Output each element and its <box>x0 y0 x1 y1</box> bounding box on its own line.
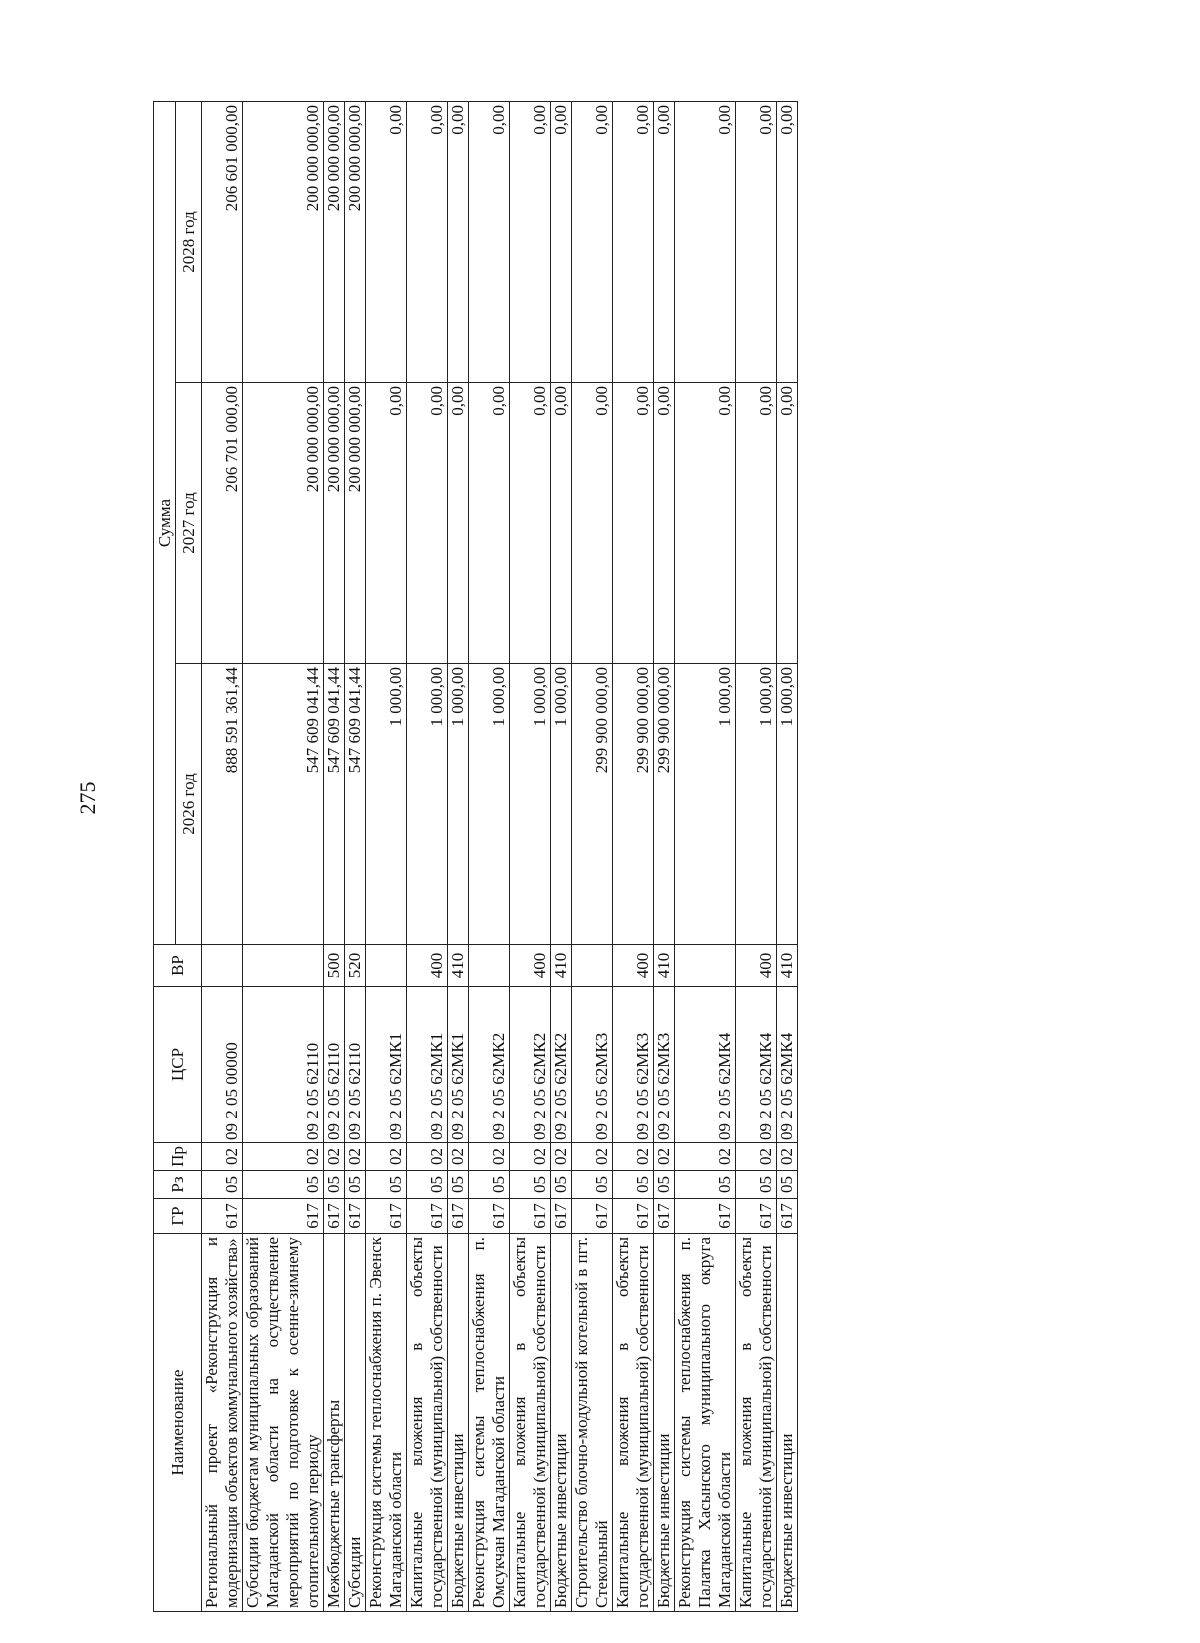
row-amount-2027: 0,00 <box>777 383 798 664</box>
row-gr: 617 <box>777 1199 798 1234</box>
row-name: Капитальные вложения в объекты государственной (муниципальной) собственности <box>736 1234 777 1612</box>
row-csr: 09 2 05 62110 <box>345 987 366 1143</box>
table-row <box>448 101 469 1611</box>
row-csr: 09 2 05 62МК1 <box>407 987 448 1143</box>
row-csr: 09 2 05 00000 <box>202 987 243 1143</box>
row-rz: 05 <box>654 1171 675 1199</box>
row-gr: 617 <box>243 1199 324 1234</box>
row-name: Строительство блочно-модульной котельной в пгт. Стекольный <box>572 1234 613 1612</box>
header-vr: ВР <box>154 945 202 987</box>
row-amount-2026: 547 609 041,44 <box>324 664 345 945</box>
row-vr <box>366 945 407 987</box>
row-name: Капитальные вложения в объекты государственной (муниципальной) собственности <box>613 1234 654 1612</box>
row-amount-2028: 0,00 <box>366 101 407 382</box>
row-pr: 02 <box>366 1143 407 1171</box>
row-csr: 09 2 05 62МК1 <box>448 987 469 1143</box>
header-gr: ГР <box>154 1199 202 1234</box>
row-vr: 410 <box>654 945 675 987</box>
table-row <box>551 101 572 1611</box>
row-amount-2028: 0,00 <box>407 101 448 382</box>
row-amount-2028: 0,00 <box>613 101 654 382</box>
row-name: Реконструкция системы теплоснабжения п. Палатка Хасынского муниципального округа Магаданской области <box>675 1234 736 1612</box>
table-row <box>736 101 777 1611</box>
row-name: Субсидии <box>345 1234 366 1612</box>
row-rz: 05 <box>572 1171 613 1199</box>
row-amount-2027: 200 000 000,00 <box>345 383 366 664</box>
row-name: Бюджетные инвестиции <box>448 1234 469 1612</box>
row-vr: 520 <box>345 945 366 987</box>
row-rz: 05 <box>551 1171 572 1199</box>
row-rz: 05 <box>407 1171 448 1199</box>
row-amount-2026: 299 900 000,00 <box>613 664 654 945</box>
table-row <box>345 101 366 1611</box>
row-amount-2028: 200 000 000,00 <box>324 101 345 382</box>
row-csr: 09 2 05 62МК2 <box>469 987 510 1143</box>
page-number: 275 <box>75 781 100 815</box>
row-amount-2027: 0,00 <box>551 383 572 664</box>
row-rz: 05 <box>736 1171 777 1199</box>
row-amount-2026: 1 000,00 <box>366 664 407 945</box>
table-row <box>777 101 798 1611</box>
table-row <box>613 101 654 1611</box>
row-pr: 02 <box>572 1143 613 1171</box>
row-csr: 09 2 05 62МК3 <box>572 987 613 1143</box>
row-csr: 09 2 05 62МК1 <box>366 987 407 1143</box>
row-amount-2027: 206 701 000,00 <box>202 383 243 664</box>
row-name: Региональный проект «Реконструкция и модернизация объектов коммунального хозяйства» <box>202 1234 243 1612</box>
row-name: Капитальные вложения в объекты государственной (муниципальной) собственности <box>510 1234 551 1612</box>
row-rz: 05 <box>777 1171 798 1199</box>
row-vr: 400 <box>613 945 654 987</box>
row-rz: 05 <box>448 1171 469 1199</box>
row-csr: 09 2 05 62МК3 <box>654 987 675 1143</box>
row-vr: 410 <box>448 945 469 987</box>
row-vr: 400 <box>407 945 448 987</box>
table-row <box>572 101 613 1611</box>
row-amount-2028: 0,00 <box>551 101 572 382</box>
row-gr: 617 <box>654 1199 675 1234</box>
row-pr: 02 <box>613 1143 654 1171</box>
table-row <box>243 101 324 1611</box>
row-pr: 02 <box>407 1143 448 1171</box>
row-csr: 09 2 05 62МК4 <box>675 987 736 1143</box>
row-amount-2028: 0,00 <box>448 101 469 382</box>
header-pr: Пр <box>154 1143 202 1171</box>
row-rz: 05 <box>243 1171 324 1199</box>
row-amount-2026: 888 591 361,44 <box>202 664 243 945</box>
row-amount-2026: 1 000,00 <box>736 664 777 945</box>
row-amount-2027: 0,00 <box>510 383 551 664</box>
row-amount-2028: 0,00 <box>510 101 551 382</box>
row-pr: 02 <box>345 1143 366 1171</box>
row-csr: 09 2 05 62110 <box>243 987 324 1143</box>
row-amount-2026: 1 000,00 <box>407 664 448 945</box>
rotated-table-container <box>153 102 986 1612</box>
row-amount-2026: 299 900 000,00 <box>654 664 675 945</box>
row-amount-2028: 206 601 000,00 <box>202 101 243 382</box>
row-gr: 617 <box>572 1199 613 1234</box>
header-year-2026: 2026 год <box>176 664 202 945</box>
row-rz: 05 <box>202 1171 243 1199</box>
row-gr: 617 <box>510 1199 551 1234</box>
row-vr <box>572 945 613 987</box>
budget-table <box>153 101 798 1612</box>
row-vr: 410 <box>551 945 572 987</box>
row-rz: 05 <box>366 1171 407 1199</box>
row-gr: 617 <box>469 1199 510 1234</box>
row-gr: 617 <box>324 1199 345 1234</box>
row-pr: 02 <box>202 1143 243 1171</box>
row-amount-2027: 200 000 000,00 <box>243 383 324 664</box>
row-pr: 02 <box>243 1143 324 1171</box>
row-vr <box>243 945 324 987</box>
row-gr: 617 <box>448 1199 469 1234</box>
row-amount-2026: 547 609 041,44 <box>243 664 324 945</box>
row-rz: 05 <box>324 1171 345 1199</box>
row-vr <box>202 945 243 987</box>
row-amount-2027: 0,00 <box>675 383 736 664</box>
row-amount-2028: 0,00 <box>736 101 777 382</box>
row-gr: 617 <box>613 1199 654 1234</box>
row-vr: 400 <box>510 945 551 987</box>
row-amount-2026: 1 000,00 <box>777 664 798 945</box>
row-name: Реконструкция системы теплоснабжения п. Омсукчан Магаданской области <box>469 1234 510 1612</box>
row-gr: 617 <box>366 1199 407 1234</box>
row-pr: 02 <box>777 1143 798 1171</box>
row-name: Реконструкция системы теплоснабжения п. Эвенск Магаданской области <box>366 1234 407 1612</box>
header-csr: ЦСР <box>154 987 202 1143</box>
row-rz: 05 <box>613 1171 654 1199</box>
row-amount-2026: 1 000,00 <box>510 664 551 945</box>
row-gr: 617 <box>551 1199 572 1234</box>
table-row <box>510 101 551 1611</box>
row-csr: 09 2 05 62МК2 <box>510 987 551 1143</box>
table-row <box>202 101 243 1611</box>
row-amount-2028: 200 000 000,00 <box>243 101 324 382</box>
row-amount-2027: 200 000 000,00 <box>324 383 345 664</box>
table-row <box>654 101 675 1611</box>
row-amount-2027: 0,00 <box>448 383 469 664</box>
row-amount-2026: 1 000,00 <box>675 664 736 945</box>
header-year-2027: 2027 год <box>176 383 202 664</box>
row-amount-2028: 0,00 <box>777 101 798 382</box>
row-csr: 09 2 05 62МК4 <box>736 987 777 1143</box>
row-amount-2027: 0,00 <box>469 383 510 664</box>
row-vr <box>469 945 510 987</box>
row-amount-2026: 299 900 000,00 <box>572 664 613 945</box>
table-body <box>202 101 798 1611</box>
table-row <box>324 101 345 1611</box>
row-amount-2028: 0,00 <box>572 101 613 382</box>
row-rz: 05 <box>510 1171 551 1199</box>
row-amount-2027: 0,00 <box>654 383 675 664</box>
table-row <box>675 101 736 1611</box>
row-amount-2026: 1 000,00 <box>469 664 510 945</box>
row-vr: 400 <box>736 945 777 987</box>
row-csr: 09 2 05 62МК2 <box>551 987 572 1143</box>
row-csr: 09 2 05 62МК3 <box>613 987 654 1143</box>
row-name: Бюджетные инвестиции <box>777 1234 798 1612</box>
row-gr: 617 <box>675 1199 736 1234</box>
row-amount-2027: 0,00 <box>613 383 654 664</box>
row-csr: 09 2 05 62МК4 <box>777 987 798 1143</box>
table-row <box>469 101 510 1611</box>
row-pr: 02 <box>654 1143 675 1171</box>
row-amount-2028: 0,00 <box>675 101 736 382</box>
row-pr: 02 <box>675 1143 736 1171</box>
row-gr: 617 <box>407 1199 448 1234</box>
row-pr: 02 <box>324 1143 345 1171</box>
row-pr: 02 <box>469 1143 510 1171</box>
row-amount-2028: 200 000 000,00 <box>345 101 366 382</box>
row-amount-2026: 547 609 041,44 <box>345 664 366 945</box>
row-vr: 410 <box>777 945 798 987</box>
header-name: Наименование <box>154 1234 202 1612</box>
row-name: Межбюджетные трансферты <box>324 1234 345 1612</box>
header-year-2028: 2028 год <box>176 101 202 382</box>
header-sum: Сумма <box>154 101 176 944</box>
row-amount-2028: 0,00 <box>654 101 675 382</box>
table-row <box>366 101 407 1611</box>
row-vr: 500 <box>324 945 345 987</box>
header-rz: Рз <box>154 1171 202 1199</box>
row-pr: 02 <box>736 1143 777 1171</box>
row-pr: 02 <box>448 1143 469 1171</box>
row-name: Бюджетные инвестиции <box>654 1234 675 1612</box>
table-row <box>407 101 448 1611</box>
row-rz: 05 <box>675 1171 736 1199</box>
row-csr: 09 2 05 62110 <box>324 987 345 1143</box>
row-amount-2027: 0,00 <box>407 383 448 664</box>
row-gr: 617 <box>345 1199 366 1234</box>
row-vr <box>675 945 736 987</box>
row-name: Капитальные вложения в объекты государственной (муниципальной) собственности <box>407 1234 448 1612</box>
row-amount-2027: 0,00 <box>572 383 613 664</box>
row-amount-2027: 0,00 <box>736 383 777 664</box>
row-rz: 05 <box>345 1171 366 1199</box>
row-amount-2027: 0,00 <box>366 383 407 664</box>
row-gr: 617 <box>736 1199 777 1234</box>
row-amount-2026: 1 000,00 <box>551 664 572 945</box>
row-pr: 02 <box>551 1143 572 1171</box>
row-pr: 02 <box>510 1143 551 1171</box>
row-gr: 617 <box>202 1199 243 1234</box>
row-rz: 05 <box>469 1171 510 1199</box>
row-name: Бюджетные инвестиции <box>551 1234 572 1612</box>
row-amount-2028: 0,00 <box>469 101 510 382</box>
row-amount-2026: 1 000,00 <box>448 664 469 945</box>
row-name: Субсидии бюджетам муниципальных образований Магаданской области на осуществление мероприятий по подготовке к осенне-зимнему отопительному периоду <box>243 1234 324 1612</box>
